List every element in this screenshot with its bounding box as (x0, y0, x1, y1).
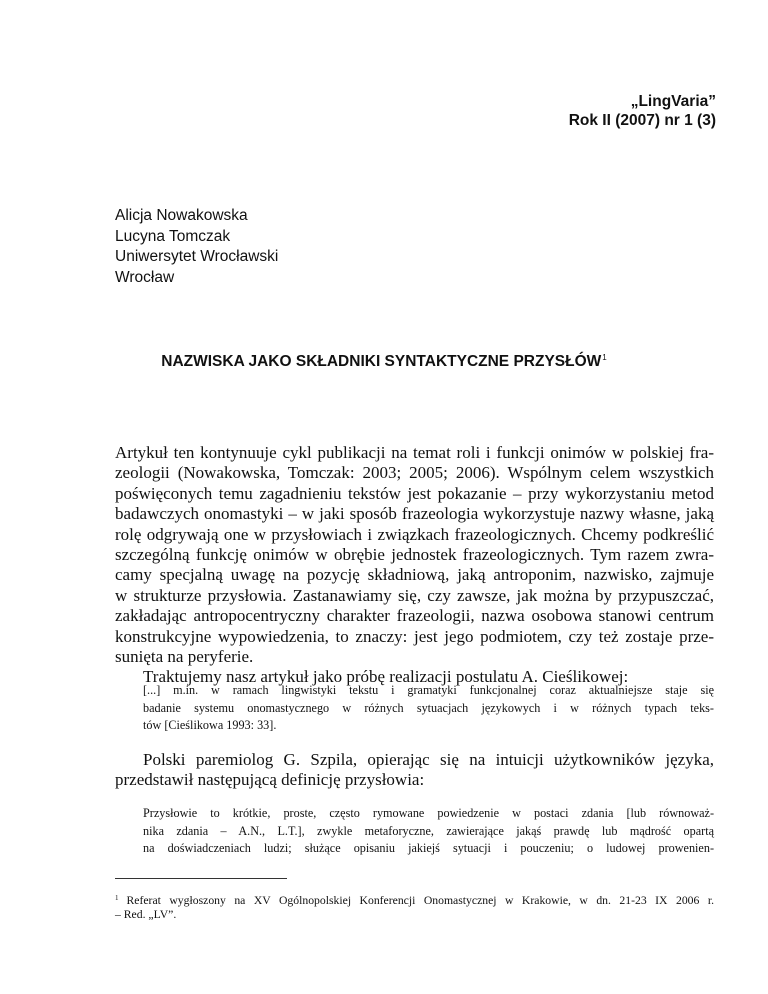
quote-line: [...] m.in. w ramach lingwistyki tekstu i gramatyki funkcjonalnej coraz aktualniejsze staje się (143, 683, 714, 697)
quote-line: na doświadczeniach ludzi; służące opisaniu jakiejś sytuacji i pouczeniu; o ludowej prowenien- (143, 841, 714, 855)
author-city: Wrocław (115, 268, 175, 286)
text-line: rolę odgrywają one w przysłowiach i związkach frazeologicznych. Chcemy podkreślić (115, 524, 714, 544)
text-line: zakładając antropocentryczny charakter frazeologii, nazwa osobowa stanowi centrum (115, 606, 714, 626)
title-footnote-ref[interactable]: 1 (602, 353, 607, 362)
body-paragraph-3 (115, 750, 714, 791)
footnote-text: Referat wygłoszony na XV Ogólnopolskiej Konferencji Onomastycznej w Krakowie, w dn. 21-23 IX 2006 r. (126, 894, 714, 907)
text-line: poświęconych temu zagadnieniu tekstów jest pokazanie – przy wykorzystaniu metod (115, 483, 714, 503)
footnote-text: – Red. „LV”. (115, 907, 177, 921)
text-line: w strukturze przysłowia. Zastanawiamy się, czy zawsze, jak można by przypuszczać, (115, 585, 714, 605)
text-line: Polski paremiolog G. Szpila, opierając się na intuicji użytkowników języka, (143, 750, 714, 769)
text-line: camy specjalną uwagę na pozycję składniową, jaką antroponim, nazwisko, zajmuje (115, 565, 714, 585)
body-paragraph-1 (115, 443, 714, 688)
text-line: szczególną funkcję onimów w obrębie jednostek frazeologicznych. Tym razem zwra- (115, 544, 714, 564)
quote-line: badanie systemu onomastycznego w różnych sytuacjach językowych i w różnych typach teks- (143, 700, 714, 715)
title-text: NAZWISKA JAKO SKŁADNIKI SYNTAKTYCZNE PRZYSŁÓW (161, 353, 602, 370)
footnote (115, 890, 714, 923)
block-quote-1 (143, 682, 714, 735)
block-quote-2 (143, 805, 714, 858)
quote-line: tów [Cieślikowa 1993: 33]. (143, 718, 277, 732)
text-line: konstrukcyjne wypowiedzenia, to znaczy: jest jego podmiotem, czy też zostaje prze- (115, 626, 714, 646)
footnote-number: 1 (115, 894, 119, 902)
text-line: Artykuł ten kontynuuje cykl publikacji na temat roli i funkcji onimów w polskiej fra- (115, 443, 714, 462)
author-name: Lucyna Tomczak (115, 227, 231, 245)
article-title (0, 353, 768, 371)
body-paragraph-2: Traktujemy nasz artykuł jako próbę realizacji postulatu A. Cieślikowej: (143, 667, 629, 687)
quote-line: nika zdania – A.N., L.T.], zwykle metaforyczne, zawierające jakąś prawdę lub mądrość opartą (143, 823, 714, 838)
footnote-divider (115, 878, 287, 879)
text-line: przedstawił następującą definicję przysłowia: (115, 770, 425, 790)
journal-volume: Rok II (2007) nr 1 (3) (568, 112, 716, 129)
text-line: badawczych onomastyki – w jaki sposób frazeologia wykorzystuje nazwy własne, jaką (115, 504, 714, 524)
author-name: Alicja Nowakowska (115, 207, 248, 224)
journal-header (569, 92, 716, 130)
author-affiliation: Uniwersytet Wrocławski (115, 248, 279, 265)
quote-line: Przysłowie to krótkie, proste, często rymowane powiedzenie w postaci zdania [lub równoważ- (143, 806, 714, 820)
text-line: sunięta na peryferie. (115, 646, 254, 666)
text-line: zeologii (Nowakowska, Tomczak: 2003; 2005; 2006). Wspólnym celem wszystkich (115, 463, 714, 483)
journal-name: „LingVaria” (630, 93, 716, 110)
author-block (115, 206, 278, 288)
